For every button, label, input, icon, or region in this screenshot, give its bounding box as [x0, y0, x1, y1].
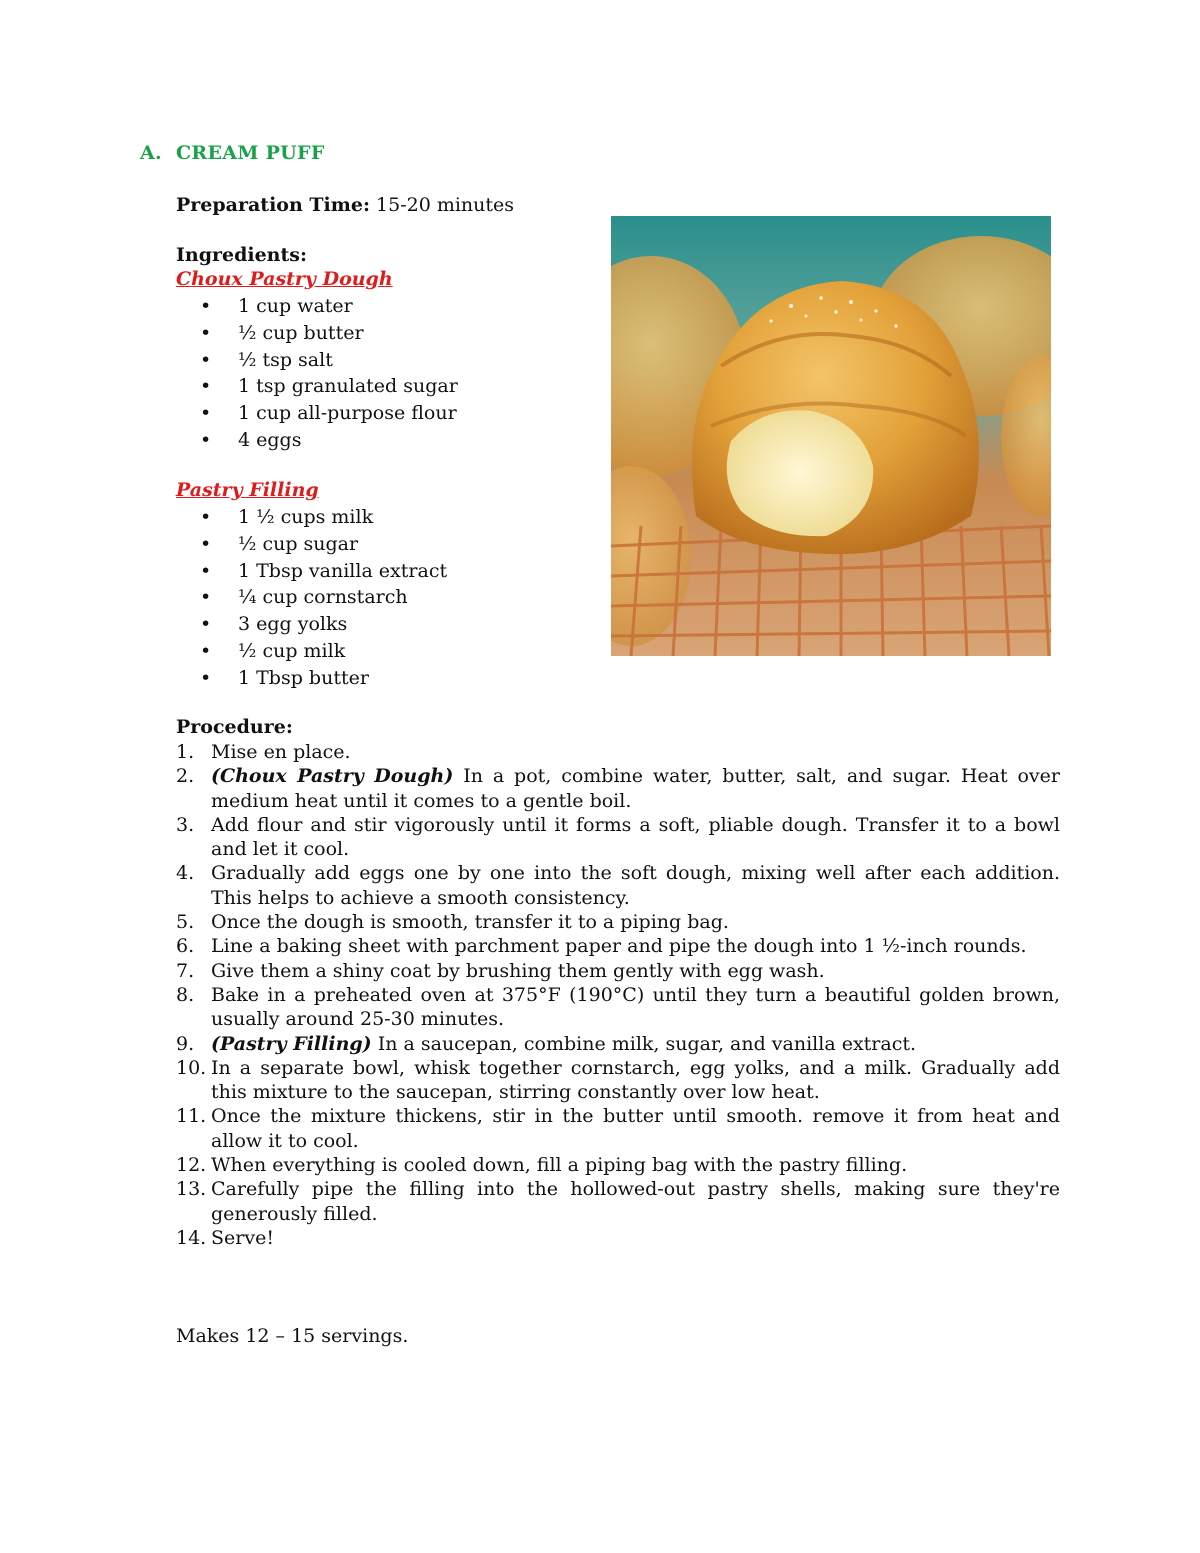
list-item: • 1 ½ cups milk: [176, 505, 447, 532]
list-item: [176, 813, 1060, 862]
title-text: CREAM PUFF: [176, 142, 325, 164]
filling-ingredient-list: [176, 505, 447, 693]
step-number: 11.: [176, 1105, 207, 1128]
ingredients-heading: Ingredients:: [176, 244, 307, 266]
list-item: [176, 1056, 1060, 1105]
list-item: • 1 cup water: [176, 294, 458, 321]
step-text: Once the dough is smooth, transfer it to a piping bag.: [211, 911, 729, 934]
step-tag: (Choux Pastry Dough): [211, 765, 454, 788]
list-item: • 1 Tbsp butter: [176, 666, 447, 693]
list-item: • 1 Tbsp vanilla extract: [176, 559, 447, 586]
list-item: [176, 1032, 1060, 1056]
list-item: [176, 959, 1060, 983]
list-item: [176, 740, 1060, 764]
step-number: 14.: [176, 1226, 207, 1249]
list-item: [176, 861, 1060, 910]
list-item: • 3 egg yolks: [176, 612, 447, 639]
prep-value: 15-20 minutes: [376, 194, 515, 216]
step-text: Give them a shiny coat by brushing them gently with egg wash.: [211, 959, 825, 982]
list-item: [176, 983, 1060, 1032]
step-number: 3.: [176, 813, 195, 836]
servings-note: Makes 12 – 15 servings.: [176, 1325, 409, 1347]
list-item: [176, 1104, 1060, 1153]
procedure-list: [176, 740, 1060, 1250]
step-tag: (Pastry Filling): [211, 1032, 372, 1055]
step-number: 4.: [176, 862, 195, 885]
filling-subheading: Pastry Filling: [176, 479, 319, 501]
step-text: Mise en place.: [211, 741, 351, 763]
list-item: • 1 tsp granulated sugar: [176, 374, 458, 401]
step-number: 5.: [176, 911, 195, 934]
dough-ingredient-list: [176, 294, 458, 455]
step-text: Line a baking sheet with parchment paper and pipe the dough into 1 ½-inch rounds.: [211, 935, 1027, 958]
step-text: Add flour and stir vigorously until it forms a soft, pliable dough. Transfer it to a bowl and let it cool.: [211, 813, 1060, 861]
list-item: • ¼ cup cornstarch: [176, 585, 447, 612]
list-item: [176, 910, 1060, 934]
step-text: Bake in a preheated oven at 375°F (190°C) until they turn a beautiful golden brown, usually around 25-30 minutes.: [211, 983, 1060, 1031]
step-number: 6.: [176, 935, 195, 958]
step-text: Serve!: [211, 1226, 274, 1249]
step-number: 10.: [176, 1056, 207, 1079]
list-item: [176, 1177, 1060, 1226]
list-item: • 1 cup all-purpose flour: [176, 401, 458, 428]
step-number: 1.: [176, 741, 195, 763]
step-text: In a separate bowl, whisk together cornstarch, egg yolks, and a milk. Gradually add this mixture to the saucepan, stirring constantly over low heat.: [211, 1056, 1060, 1104]
list-item: [176, 934, 1060, 958]
step-number: 9.: [176, 1032, 195, 1055]
list-item: [176, 764, 1060, 813]
prep-label: Preparation Time:: [176, 194, 370, 216]
step-number: 12.: [176, 1154, 207, 1177]
step-number: 13.: [176, 1178, 207, 1201]
recipe-title: [140, 142, 325, 164]
step-number: 7.: [176, 959, 195, 982]
step-text: When everything is cooled down, fill a piping bag with the pastry filling.: [211, 1154, 908, 1177]
list-item: • ½ tsp salt: [176, 348, 458, 375]
step-number: 8.: [176, 983, 195, 1006]
dough-subheading: Choux Pastry Dough: [176, 268, 393, 290]
step-text: Gradually add eggs one by one into the soft dough, mixing well after each addition. This helps to achieve a smooth consistency.: [211, 862, 1060, 909]
step-text: In a pot, combine water, butter, salt, and sugar. Heat over medium heat until it comes to a gentle boil.: [211, 765, 1060, 812]
procedure-heading: Procedure:: [176, 716, 293, 738]
step-text: In a saucepan, combine milk, sugar, and vanilla extract.: [371, 1032, 917, 1055]
step-number: 2.: [176, 765, 195, 788]
cream-puff-photo: [611, 216, 1051, 656]
list-item: • ½ cup milk: [176, 639, 447, 666]
list-item: • ½ cup butter: [176, 321, 458, 348]
step-text: Carefully pipe the filling into the hollowed-out pastry shells, making sure they're generously filled.: [211, 1178, 1060, 1225]
list-item: [176, 1226, 1060, 1250]
section-letter: A.: [140, 142, 162, 164]
list-item: • ½ cup sugar: [176, 532, 447, 559]
list-item: [176, 1153, 1060, 1177]
preparation-time: [176, 194, 514, 216]
list-item: • 4 eggs: [176, 428, 458, 455]
step-text: Once the mixture thickens, stir in the butter until smooth. remove it from heat and allow it to cool.: [211, 1105, 1060, 1152]
